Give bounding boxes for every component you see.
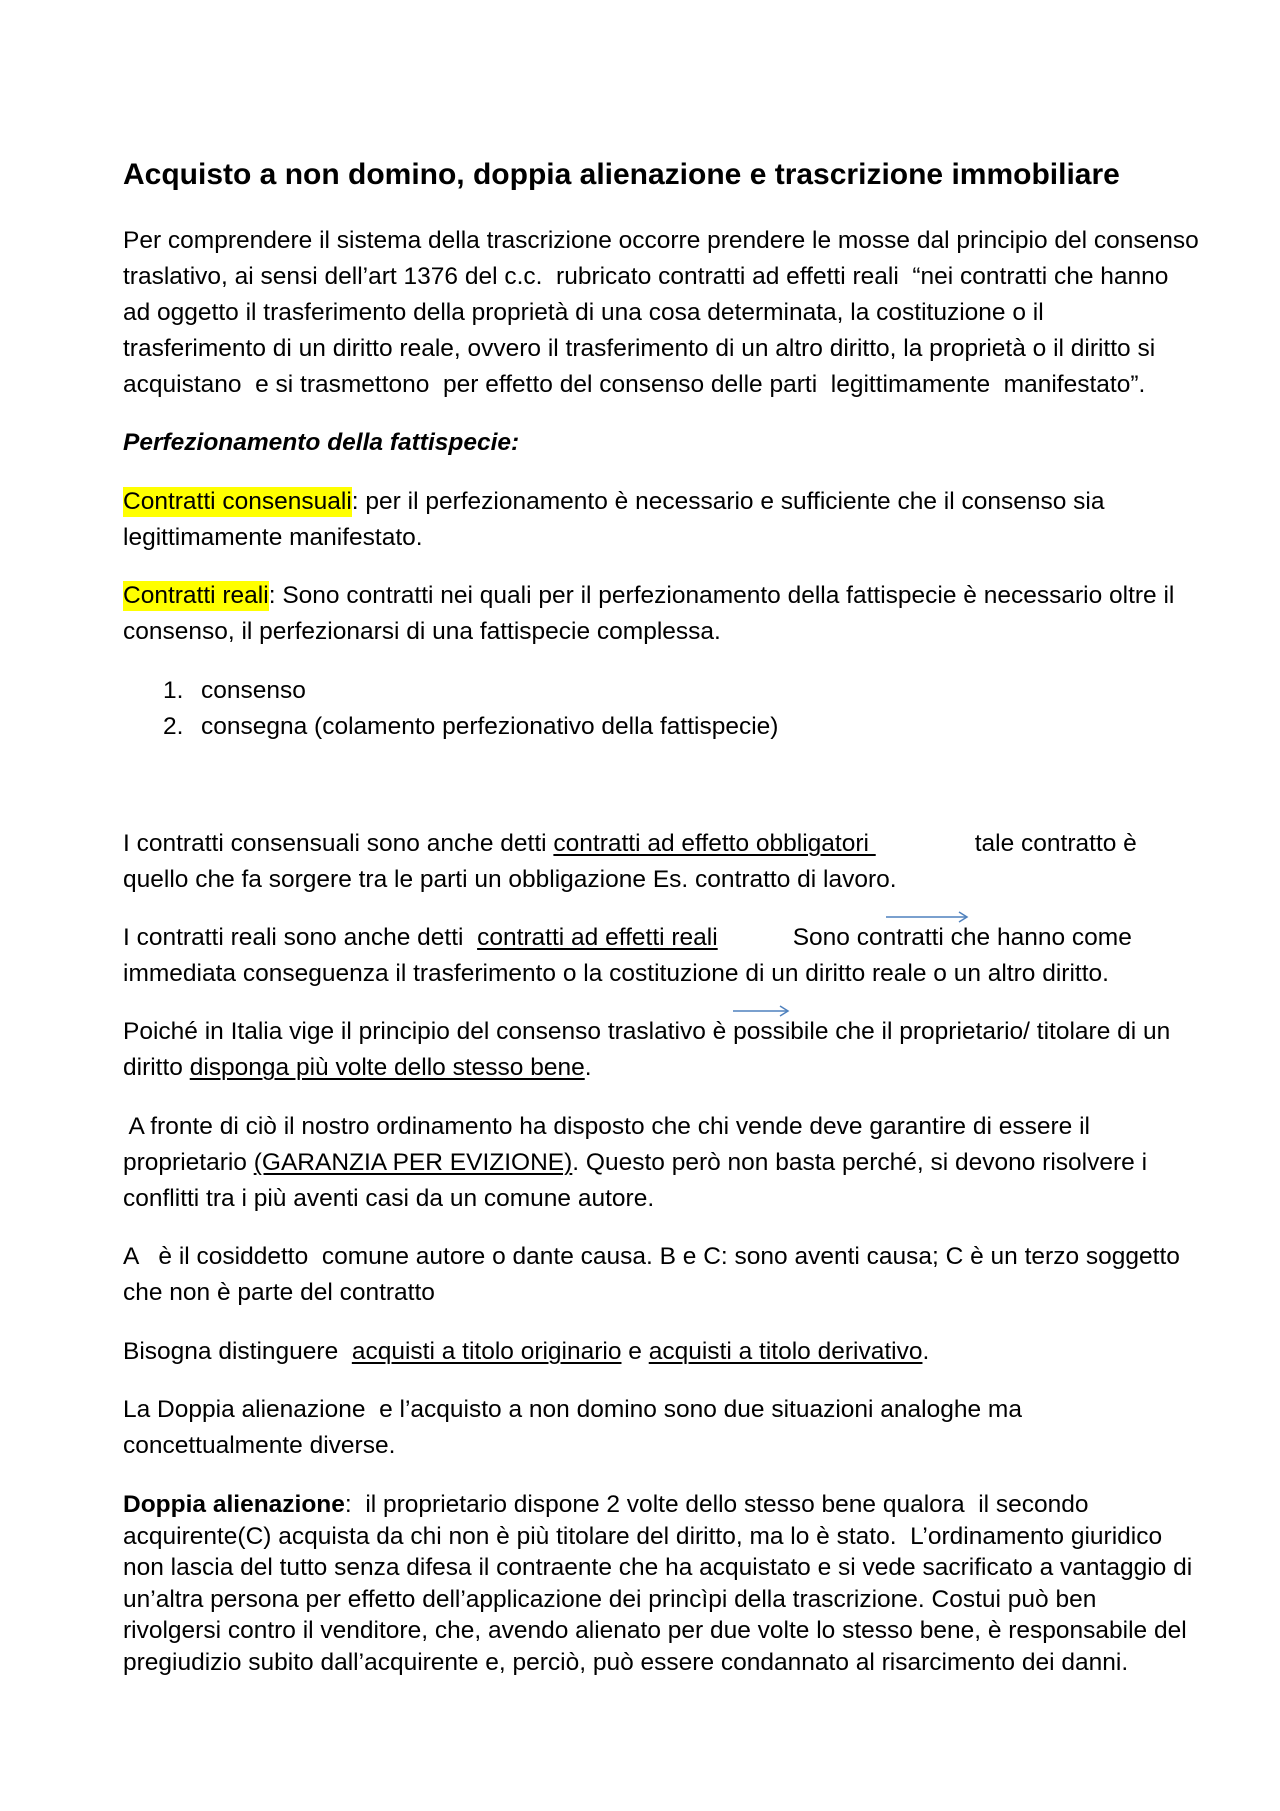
text-segment: : per il perfezionamento è necessario e sufficiente che il consenso sia [351,488,1105,515]
list-item [163,709,778,745]
right-arrow-icon [885,837,969,853]
paragraph-line: acquistano e si trasmettono per effetto del consenso delle parti legittimamente manifestato”. [123,371,1146,398]
paragraph-line: immediata conseguenza il trasferimento o la costituzione di un diritto reale o un altro diritto. [123,960,1109,987]
paragraph-comune-autore [123,1239,1180,1311]
paragraph-line [123,826,1137,862]
text-segment: . [584,1054,592,1081]
paragraph-line: legittimamente manifestato. [123,524,423,551]
paragraph-line: La Doppia alienazione e l’acquisto a non domino sono due situazioni analoghe ma [123,1396,1022,1423]
text-segment: tale contratto è [974,830,1137,857]
underlined-term: contratti ad effetti reali [477,924,718,951]
underlined-term: (GARANZIA PER EVIZIONE) [253,1149,573,1176]
text-segment: Sono contratti che hanno come [792,924,1132,951]
section-heading-text: Perfezionamento della fattispecie: [123,429,520,456]
underlined-term: acquisti a titolo derivativo [648,1338,923,1365]
paragraph-acquisti [123,1334,929,1370]
paragraph-consenso-traslativo [123,1014,1170,1086]
paragraph-line [123,1145,1147,1181]
paragraph-line: trasferimento di un diritto reale, ovvero il trasferimento di un altro diritto, la proprietà o il diritto si [123,335,1156,362]
text-segment: diritto [123,1054,190,1081]
text-segment: proprietario [123,1149,254,1176]
paragraph-line: concettualmente diverse. [123,1432,396,1459]
underlined-term: acquisti a titolo originario [351,1338,622,1365]
text-segment: Bisogna distinguere [123,1338,352,1365]
paragraph-line: un’altra persona per effetto dell’applicazione dei princìpi della trascrizione. Costui può ben [123,1585,1097,1613]
paragraph-contratti-consensuali [123,484,1104,556]
right-arrow-icon [732,931,790,947]
text-segment: : il proprietario dispone 2 volte dello stesso bene qualora il secondo [344,1491,1089,1518]
text-segment: . [922,1338,930,1365]
paragraph-line: rivolgersi contro il venditore, che, avendo alienato per due volte lo stesso bene, è responsabile del [123,1617,1187,1645]
text-segment: . Questo però non basta perché, si devono risolvere i [572,1149,1148,1176]
paragraph-garanzia-evizione [123,1109,1147,1217]
paragraph-doppia-alienazione [123,1489,1192,1679]
paragraph-effetto-obbligatori [123,826,1137,898]
paragraph-line [123,920,1132,956]
paragraph-line [123,1050,1170,1086]
list-item-number: 1. [163,677,184,704]
paragraph-contratti-reali [123,578,1174,650]
highlighted-term: Contratti reali [123,582,269,609]
paragraph-line: A è il cosiddetto comune autore o dante causa. B e C: sono aventi causa; C è un terzo soggetto [123,1243,1180,1270]
text-segment: I contratti reali sono anche detti [123,924,478,951]
paragraph-line: acquirente(C) acquista da chi non è più titolare del diritto, ma lo è stato. L’ordinamento giuridico [123,1522,1163,1550]
list-item-text: consenso [201,677,306,704]
paragraph-line: A fronte di ciò il nostro ordinamento ha disposto che chi vende deve garantire di essere il [123,1113,1090,1140]
text-segment: I contratti consensuali sono anche detti [123,830,554,857]
paragraph-effetti-reali [123,920,1132,992]
bold-term: Doppia alienazione [123,1491,345,1518]
paragraph-line: traslativo, ai sensi dell’art 1376 del c.c. rubricato contratti ad effetti reali “nei contratti che hanno [123,263,1169,290]
paragraph-line [123,578,1174,614]
paragraph-line: ad oggetto il trasferimento della proprietà di una cosa determinata, la costituzione o il [123,299,1044,326]
paragraph-line: pregiudizio subito dall’acquirente e, perciò, può essere condannato al risarcimento dei danni. [123,1648,1129,1676]
numbered-list [163,673,778,745]
text-segment: e [621,1338,649,1365]
paragraph-line: consenso, il perfezionarsi di una fattispecie complessa. [123,618,721,645]
paragraph-line: conflitti tra i più aventi casi da un comune autore. [123,1185,655,1212]
section-heading [123,425,519,461]
paragraph-line [123,484,1104,520]
paragraph-situazioni-analoghe [123,1392,1022,1464]
document-title: Acquisto a non domino, doppia alienazione e trascrizione immobiliare [123,158,1120,191]
underlined-term: disponga più volte dello stesso bene [189,1054,585,1081]
list-item-number: 2. [163,713,184,740]
paragraph-line [123,1489,1192,1521]
intro-paragraph [123,223,1199,403]
paragraph-line: non lascia del tutto senza difesa il contraente che ha acquistato e si vede sacrificato a vantaggio di [123,1554,1193,1582]
paragraph-line: che non è parte del contratto [123,1279,435,1306]
paragraph-line [123,1334,929,1370]
text-segment: : Sono contratti nei quali per il perfezionamento della fattispecie è necessario oltre il [268,582,1175,609]
list-item-text: consegna (colamento perfezionativo della fattispecie) [201,713,779,740]
list-item [163,673,778,709]
paragraph-line: Per comprendere il sistema della trascrizione occorre prendere le mosse dal principio del consenso [123,227,1199,254]
paragraph-line: quello che fa sorgere tra le parti un obbligazione Es. contratto di lavoro. [123,866,897,893]
underlined-term: contratti ad effetto obbligatori [553,830,876,857]
highlighted-term: Contratti consensuali [123,488,352,515]
paragraph-line: Poiché in Italia vige il principio del consenso traslativo è possibile che il proprietario/ titolare di un [123,1018,1171,1045]
